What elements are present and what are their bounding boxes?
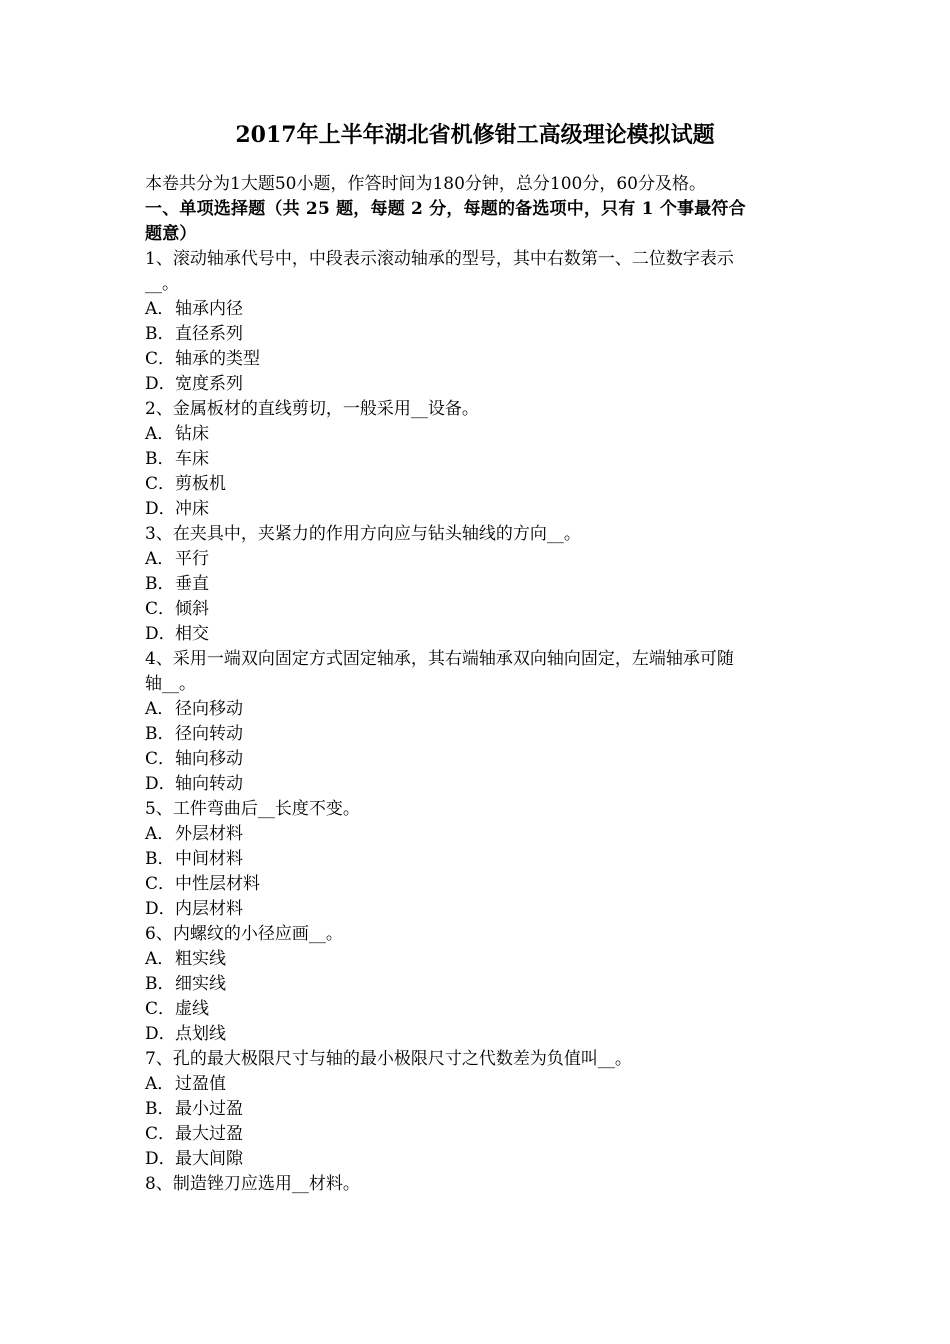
option-text: 最大过盈 bbox=[175, 1124, 243, 1144]
option-letter: A． bbox=[145, 424, 175, 444]
option-text: 中间材料 bbox=[175, 849, 243, 869]
option-text: 细实线 bbox=[175, 974, 226, 994]
option-letter: B． bbox=[145, 1099, 175, 1119]
document-body bbox=[145, 172, 809, 1197]
option-text: 倾斜 bbox=[175, 599, 209, 619]
option-text: 平行 bbox=[175, 549, 209, 569]
answer-option bbox=[145, 347, 809, 372]
question-item bbox=[145, 1172, 809, 1197]
option-letter: B． bbox=[145, 724, 175, 744]
option-letter: D． bbox=[145, 374, 176, 394]
option-text: 宽度系列 bbox=[175, 374, 243, 394]
answer-option bbox=[145, 822, 809, 847]
option-text: 轴向转动 bbox=[175, 774, 243, 794]
exam-intro: 本卷共分为1大题50小题，作答时间为180分钟，总分100分，60分及格。 bbox=[145, 174, 706, 194]
option-text: 径向移动 bbox=[175, 699, 243, 719]
answer-option bbox=[145, 497, 809, 522]
option-letter: C． bbox=[145, 599, 176, 619]
question-item bbox=[145, 1047, 809, 1172]
option-letter: B． bbox=[145, 324, 175, 344]
option-text: 冲床 bbox=[175, 499, 209, 519]
option-text: 最大间隙 bbox=[175, 1149, 243, 1169]
section-heading-line: 一、单项选择题（共 25 题，每题 2 分，每题的备选项中，只有 1 个事最符合 bbox=[145, 199, 746, 219]
question-text: 2、金属板材的直线剪切，一般采用__设备。 bbox=[145, 399, 479, 419]
answer-option bbox=[145, 872, 809, 897]
option-text: 垂直 bbox=[175, 574, 209, 594]
option-letter: D． bbox=[145, 1149, 176, 1169]
question-text: 4、采用一端双向固定方式固定轴承，其右端轴承双向轴向固定，左端轴承可随 bbox=[145, 649, 734, 669]
answer-option bbox=[145, 1072, 809, 1097]
question-text: 8、制造锉刀应选用__材料。 bbox=[145, 1174, 360, 1194]
answer-option bbox=[145, 847, 809, 872]
option-letter: C． bbox=[145, 1124, 176, 1144]
answer-option bbox=[145, 1022, 809, 1047]
answer-option bbox=[145, 1097, 809, 1122]
answer-option bbox=[145, 947, 809, 972]
answer-option bbox=[145, 1122, 809, 1147]
option-text: 中性层材料 bbox=[175, 874, 260, 894]
option-text: 内层材料 bbox=[175, 899, 243, 919]
section-heading bbox=[145, 197, 809, 247]
question-text: 7、孔的最大极限尺寸与轴的最小极限尺寸之代数差为负值叫__。 bbox=[145, 1049, 632, 1069]
question-text: 6、内螺纹的小径应画__。 bbox=[145, 924, 343, 944]
answer-option bbox=[145, 622, 809, 647]
option-letter: B． bbox=[145, 574, 175, 594]
answer-option bbox=[145, 572, 809, 597]
answer-option bbox=[145, 1147, 809, 1172]
answer-option bbox=[145, 597, 809, 622]
option-text: 钻床 bbox=[175, 424, 209, 444]
option-text: 相交 bbox=[175, 624, 209, 644]
option-letter: A． bbox=[145, 699, 175, 719]
answer-option bbox=[145, 897, 809, 922]
option-text: 最小过盈 bbox=[175, 1099, 243, 1119]
option-letter: B． bbox=[145, 849, 175, 869]
answer-option bbox=[145, 322, 809, 347]
option-text: 径向转动 bbox=[175, 724, 243, 744]
option-text: 轴向移动 bbox=[175, 749, 243, 769]
option-letter: A． bbox=[145, 949, 175, 969]
question-item bbox=[145, 247, 809, 397]
option-text: 车床 bbox=[175, 449, 209, 469]
option-letter: D． bbox=[145, 1024, 176, 1044]
option-letter: C． bbox=[145, 349, 176, 369]
option-letter: D． bbox=[145, 774, 176, 794]
option-letter: D． bbox=[145, 624, 176, 644]
option-letter: C． bbox=[145, 474, 176, 494]
answer-option bbox=[145, 997, 809, 1022]
answer-option bbox=[145, 722, 809, 747]
option-letter: B． bbox=[145, 974, 175, 994]
option-letter: D． bbox=[145, 899, 176, 919]
question-text: __。 bbox=[145, 274, 179, 294]
question-item bbox=[145, 797, 809, 922]
document-title: 2017年上半年湖北省机修钳工高级理论模拟试题 bbox=[235, 122, 715, 148]
option-text: 轴承内径 bbox=[175, 299, 243, 319]
option-text: 剪板机 bbox=[175, 474, 226, 494]
option-text: 点划线 bbox=[175, 1024, 226, 1044]
answer-option bbox=[145, 422, 809, 447]
option-text: 外层材料 bbox=[175, 824, 243, 844]
answer-option bbox=[145, 697, 809, 722]
option-text: 直径系列 bbox=[175, 324, 243, 344]
option-letter: D． bbox=[145, 499, 176, 519]
question-item bbox=[145, 922, 809, 1047]
question-item bbox=[145, 647, 809, 797]
question-text: 轴__。 bbox=[145, 674, 196, 694]
option-letter: B． bbox=[145, 449, 175, 469]
question-text: 3、在夹具中，夹紧力的作用方向应与钻头轴线的方向__。 bbox=[145, 524, 581, 544]
option-text: 轴承的类型 bbox=[175, 349, 260, 369]
option-letter: A． bbox=[145, 824, 175, 844]
answer-option bbox=[145, 472, 809, 497]
option-letter: C． bbox=[145, 999, 176, 1019]
option-text: 虚线 bbox=[175, 999, 209, 1019]
question-item bbox=[145, 522, 809, 647]
question-text: 5、工件弯曲后__长度不变。 bbox=[145, 799, 360, 819]
answer-option bbox=[145, 747, 809, 772]
option-text: 过盈值 bbox=[175, 1074, 226, 1094]
option-letter: C． bbox=[145, 874, 176, 894]
answer-option bbox=[145, 772, 809, 797]
option-text: 粗实线 bbox=[175, 949, 226, 969]
option-letter: A． bbox=[145, 549, 175, 569]
answer-option bbox=[145, 547, 809, 572]
section-heading-line: 题意） bbox=[145, 224, 197, 244]
question-text: 1、滚动轴承代号中，中段表示滚动轴承的型号，其中右数第一、二位数字表示 bbox=[145, 249, 734, 269]
question-list bbox=[145, 247, 809, 1197]
option-letter: A． bbox=[145, 299, 175, 319]
question-item bbox=[145, 397, 809, 522]
answer-option bbox=[145, 372, 809, 397]
answer-option bbox=[145, 297, 809, 322]
answer-option bbox=[145, 447, 809, 472]
option-letter: C． bbox=[145, 749, 176, 769]
answer-option bbox=[145, 972, 809, 997]
option-letter: A． bbox=[145, 1074, 175, 1094]
